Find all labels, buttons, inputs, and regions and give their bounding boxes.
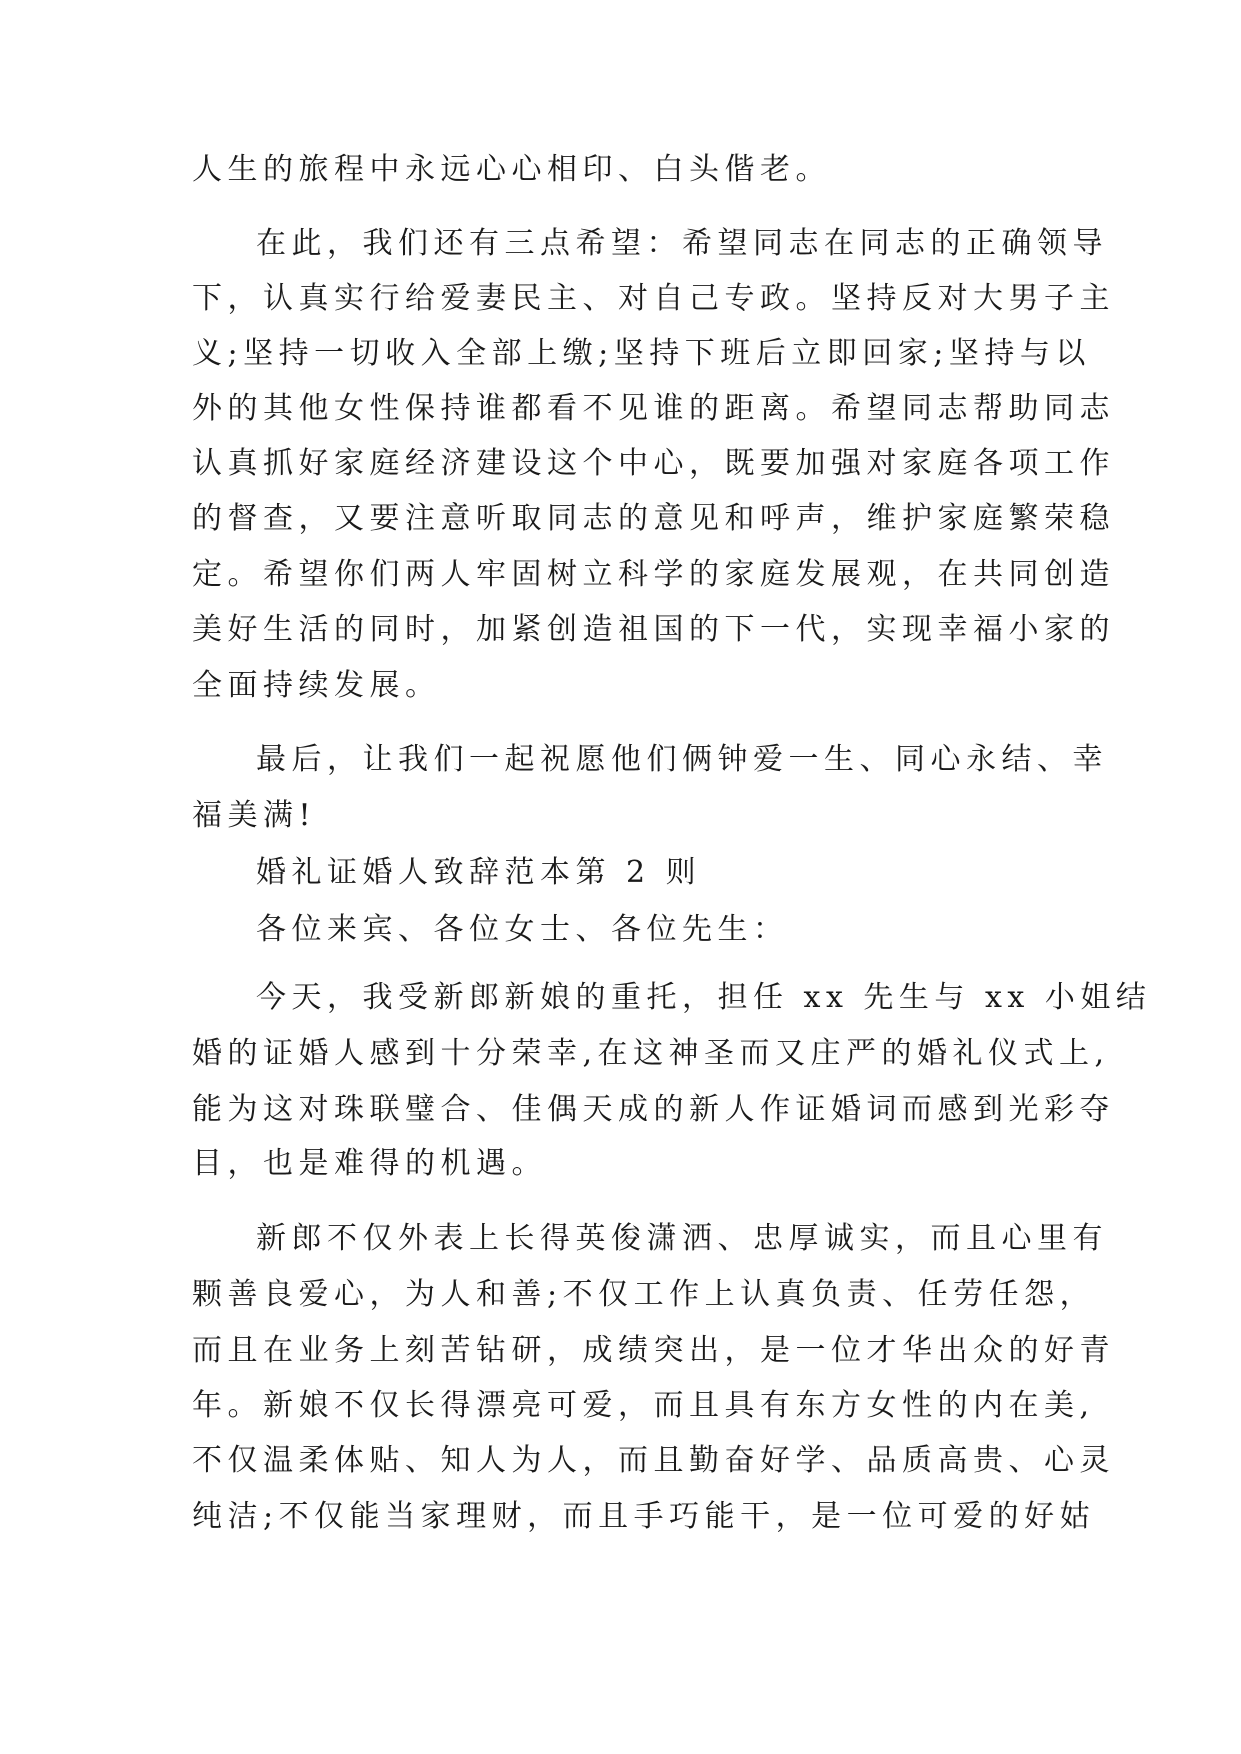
text-line: 能为这对珠联璧合、佳偶天成的新人作证婚词而感到光彩夺	[192, 1092, 1115, 1127]
text-line: 颗善良爱心，为人和善;不仅工作上认真负责、任劳任怨，	[192, 1277, 1096, 1312]
text-line: 而且在业务上刻苦钻研，成绩突出，是一位才华出众的好青	[192, 1333, 1115, 1368]
text-line: 全面持续发展。	[192, 668, 441, 703]
paragraph-start: 今天，我受新郎新娘的重托，担任 xx 先生与 xx 小姐结	[256, 980, 1152, 1015]
text-line: 不仅温柔体贴、知人为人，而且勤奋好学、品质高贵、心灵	[192, 1443, 1115, 1478]
salutation: 各位来宾、各位女士、各位先生：	[256, 912, 789, 947]
text-line: 目，也是难得的机遇。	[192, 1146, 547, 1181]
paragraph-start: 在此，我们还有三点希望：希望同志在同志的正确领导	[256, 226, 1108, 261]
paragraph-start: 新郎不仅外表上长得英俊潇洒、忠厚诚实，而且心里有	[256, 1221, 1108, 1256]
text-line: 人生的旅程中永远心心相印、白头偕老。	[192, 152, 831, 187]
text-line: 的督查，又要注意听取同志的意见和呼声，维护家庭繁荣稳	[192, 501, 1115, 536]
text-line: 认真抓好家庭经济建设这个中心，既要加强对家庭各项工作	[192, 446, 1115, 481]
section-heading: 婚礼证婚人致辞范本第 2 则	[256, 855, 702, 890]
text-line: 外的其他女性保持谁都看不见谁的距离。希望同志帮助同志	[192, 391, 1115, 426]
text-line: 纯洁;不仅能当家理财，而且手巧能干，是一位可爱的好姑	[192, 1499, 1096, 1534]
text-line: 下，认真实行给爱妻民主、对自己专政。坚持反对大男子主	[192, 281, 1115, 316]
text-line: 美好生活的同时，加紧创造祖国的下一代，实现幸福小家的	[192, 612, 1115, 647]
paragraph-start: 最后，让我们一起祝愿他们俩钟爱一生、同心永结、幸	[256, 742, 1108, 777]
text-line: 定。希望你们两人牢固树立科学的家庭发展观，在共同创造	[192, 557, 1115, 592]
text-line: 义;坚持一切收入全部上缴;坚持下班后立即回家;坚持与以	[192, 336, 1091, 371]
text-line: 福美满!	[192, 798, 317, 833]
text-line: 年。新娘不仅长得漂亮可爱，而且具有东方女性的内在美,	[192, 1388, 1095, 1423]
text-line: 婚的证婚人感到十分荣幸,在这神圣而又庄严的婚礼仪式上,	[192, 1036, 1110, 1071]
